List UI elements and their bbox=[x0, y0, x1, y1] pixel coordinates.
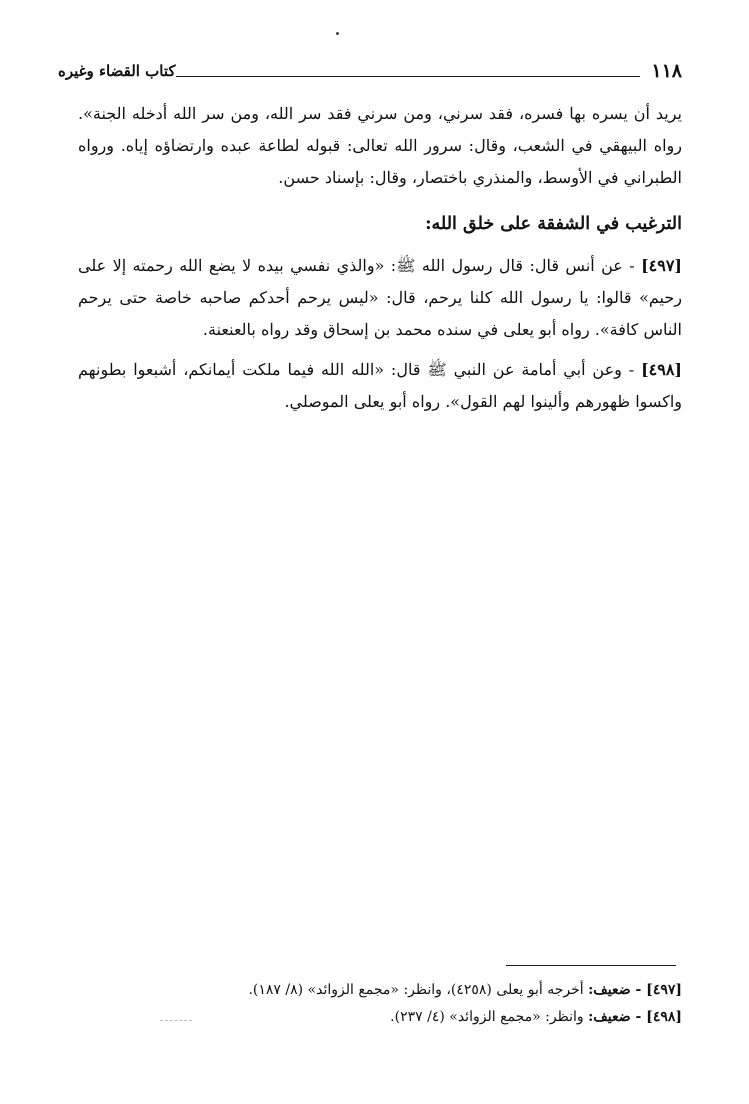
hadith-text: - وعن أبي أمامة عن النبي ﷺ قال: «الله الله فيما ملكت أيمانكم، أشبعوا بطونهم واكسوا ظهورهم وألينوا لهم القول». رواه أبو يعلى الموصلي. bbox=[78, 360, 682, 411]
footnotes bbox=[160, 977, 682, 1031]
main-text bbox=[78, 98, 682, 418]
hadith-number: [٤٩٧] bbox=[641, 256, 682, 275]
footnote-label: [٤٩٨] - ضعيف: bbox=[588, 1009, 682, 1025]
header-rule bbox=[176, 76, 640, 77]
running-title: كتاب القضاء وغيره bbox=[58, 62, 176, 80]
scan-smudge bbox=[160, 1020, 192, 1021]
footnote-separator bbox=[506, 965, 676, 966]
hadith-497 bbox=[78, 250, 682, 346]
paragraph-continuation: يريد أن يسره بها فسره، فقد سرني، ومن سرني فقد سر الله، ومن سر الله أدخله الجنة». رواه البيهقي في الشعب، وقال: سرور الله تعالى: قبوله لطاعة عبده وارتضاؤه إياه. ورواه الطبراني في الأوسط، والمنذري باختصار، وقال: بإسناد حسن. bbox=[78, 104, 682, 187]
page-header bbox=[58, 60, 682, 86]
hadith-498 bbox=[78, 354, 682, 418]
footnote-498 bbox=[160, 1004, 682, 1031]
footnote-497 bbox=[160, 977, 682, 1004]
hadith-text: - عن أنس قال: قال رسول الله ﷺ: «والذي نفسي بيده لا يضع الله رحمته إلا على رحيم» قالوا: يا رسول الله كلنا يرحم، قال: «ليس يرحم أحدكم صاحبه خاصة حتى يرحم الناس كافة». رواه أبو يعلى في سنده محمد بن إسحاق وقد رواه بالعنعنة. bbox=[78, 256, 682, 339]
section-heading: الترغيب في الشفقة على خلق الله: bbox=[425, 214, 682, 234]
footnote-text: وانظر: «مجمع الزوائد» (٤/ ٢٣٧). bbox=[390, 1009, 584, 1025]
print-speck bbox=[336, 32, 339, 35]
footnote-text: أخرجه أبو يعلى (٤٢٥٨)، وانظر: «مجمع الزوائد» (٨/ ١٨٧). bbox=[248, 982, 584, 998]
hadith-number: [٤٩٨] bbox=[641, 360, 682, 379]
footnote-label: [٤٩٧] - ضعيف: bbox=[588, 982, 682, 998]
page-number: ١١٨ bbox=[651, 60, 682, 82]
